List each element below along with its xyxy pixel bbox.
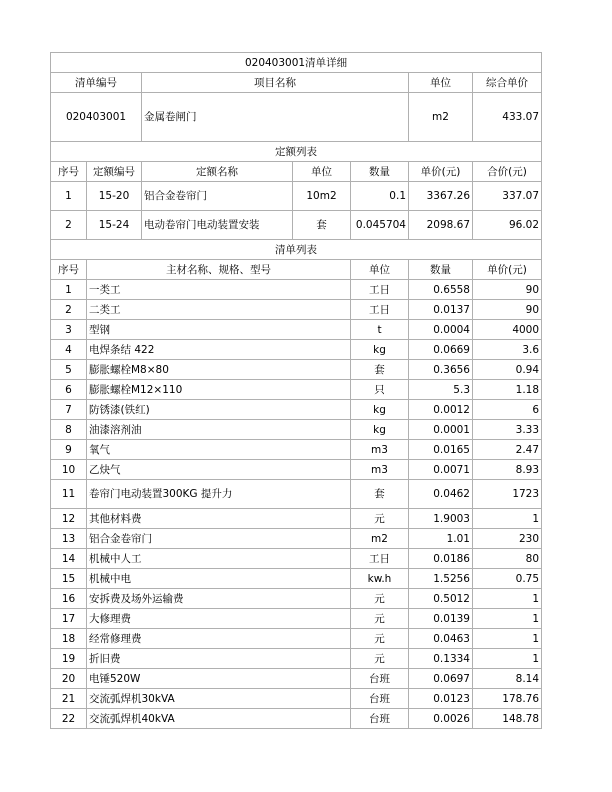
list-unit: kg bbox=[351, 400, 409, 420]
quota-total: 337.07 bbox=[473, 182, 542, 211]
list-qty: 0.6558 bbox=[409, 280, 473, 300]
list-price: 1 bbox=[473, 509, 542, 529]
list-name: 折旧费 bbox=[87, 649, 351, 669]
quota-qty: 0.1 bbox=[351, 182, 409, 211]
list-qty: 0.0012 bbox=[409, 400, 473, 420]
list-row bbox=[51, 549, 542, 569]
quota-unit: 套 bbox=[293, 211, 351, 240]
list-row bbox=[51, 649, 542, 669]
list-unit: kg bbox=[351, 340, 409, 360]
list-name: 电锤520W bbox=[87, 669, 351, 689]
list-unit: 元 bbox=[351, 609, 409, 629]
list-price: 8.14 bbox=[473, 669, 542, 689]
list-no: 17 bbox=[51, 609, 87, 629]
list-name: 一类工 bbox=[87, 280, 351, 300]
list-no: 10 bbox=[51, 460, 87, 480]
list-name: 型钢 bbox=[87, 320, 351, 340]
list-qty: 0.5012 bbox=[409, 589, 473, 609]
list-row bbox=[51, 609, 542, 629]
list-row bbox=[51, 400, 542, 420]
list-unit: kg bbox=[351, 420, 409, 440]
quota-name: 电动卷帘门电动装置安装 bbox=[142, 211, 293, 240]
list-no: 5 bbox=[51, 360, 87, 380]
list-no: 1 bbox=[51, 280, 87, 300]
list-no: 21 bbox=[51, 689, 87, 709]
list-name: 其他材料费 bbox=[87, 509, 351, 529]
list-no: 13 bbox=[51, 529, 87, 549]
list-price: 6 bbox=[473, 400, 542, 420]
list-row bbox=[51, 360, 542, 380]
quota-header-unit: 单位 bbox=[293, 162, 351, 182]
list-no: 8 bbox=[51, 420, 87, 440]
quota-total: 96.02 bbox=[473, 211, 542, 240]
quota-price: 3367.26 bbox=[409, 182, 473, 211]
list-row bbox=[51, 669, 542, 689]
list-qty: 0.0463 bbox=[409, 629, 473, 649]
list-row bbox=[51, 569, 542, 589]
list-name: 交流弧焊机40kVA bbox=[87, 709, 351, 729]
list-no: 2 bbox=[51, 300, 87, 320]
list-name: 安拆费及场外运输费 bbox=[87, 589, 351, 609]
list-row bbox=[51, 709, 542, 729]
list-unit: 套 bbox=[351, 360, 409, 380]
list-row bbox=[51, 589, 542, 609]
list-no: 11 bbox=[51, 480, 87, 509]
list-qty: 0.0165 bbox=[409, 440, 473, 460]
list-price: 3.6 bbox=[473, 340, 542, 360]
quota-row bbox=[51, 211, 542, 240]
list-no: 3 bbox=[51, 320, 87, 340]
list-row bbox=[51, 460, 542, 480]
list-no: 22 bbox=[51, 709, 87, 729]
list-row bbox=[51, 420, 542, 440]
list-row bbox=[51, 529, 542, 549]
list-row bbox=[51, 689, 542, 709]
quota-unit: 10m2 bbox=[293, 182, 351, 211]
list-name: 二类工 bbox=[87, 300, 351, 320]
list-price: 148.78 bbox=[473, 709, 542, 729]
item-code: 020403001 bbox=[51, 93, 142, 142]
list-unit: 只 bbox=[351, 380, 409, 400]
list-price: 230 bbox=[473, 529, 542, 549]
list-price: 8.93 bbox=[473, 460, 542, 480]
list-qty: 0.0004 bbox=[409, 320, 473, 340]
quota-header-code: 定额编号 bbox=[87, 162, 142, 182]
quota-qty: 0.045704 bbox=[351, 211, 409, 240]
price-header: 综合单价 bbox=[473, 73, 542, 93]
list-qty: 0.0071 bbox=[409, 460, 473, 480]
list-unit: m3 bbox=[351, 440, 409, 460]
list-qty: 0.0139 bbox=[409, 609, 473, 629]
list-no: 7 bbox=[51, 400, 87, 420]
list-unit: 工日 bbox=[351, 280, 409, 300]
list-no: 6 bbox=[51, 380, 87, 400]
list-unit: 元 bbox=[351, 589, 409, 609]
list-unit: kw.h bbox=[351, 569, 409, 589]
list-header-qty: 数量 bbox=[409, 260, 473, 280]
quota-no: 2 bbox=[51, 211, 87, 240]
quota-price: 2098.67 bbox=[409, 211, 473, 240]
quota-row bbox=[51, 182, 542, 211]
list-qty: 1.9003 bbox=[409, 509, 473, 529]
list-name: 经常修理费 bbox=[87, 629, 351, 649]
list-unit: 台班 bbox=[351, 689, 409, 709]
bill-detail-table bbox=[50, 52, 542, 729]
list-price: 90 bbox=[473, 300, 542, 320]
list-price: 80 bbox=[473, 549, 542, 569]
list-unit: t bbox=[351, 320, 409, 340]
list-price: 178.76 bbox=[473, 689, 542, 709]
list-qty: 0.1334 bbox=[409, 649, 473, 669]
list-name: 氧气 bbox=[87, 440, 351, 460]
quota-name: 铝合金卷帘门 bbox=[142, 182, 293, 211]
list-price: 1 bbox=[473, 589, 542, 609]
list-no: 20 bbox=[51, 669, 87, 689]
list-no: 15 bbox=[51, 569, 87, 589]
list-qty: 0.0001 bbox=[409, 420, 473, 440]
list-price: 0.75 bbox=[473, 569, 542, 589]
list-name: 卷帘门电动装置300KG 提升力 bbox=[87, 480, 351, 509]
table-title: 020403001清单详细 bbox=[51, 53, 542, 73]
list-unit: 台班 bbox=[351, 709, 409, 729]
list-unit: 元 bbox=[351, 649, 409, 669]
list-row bbox=[51, 340, 542, 360]
list-header-unit: 单位 bbox=[351, 260, 409, 280]
list-price: 90 bbox=[473, 280, 542, 300]
list-qty: 0.0462 bbox=[409, 480, 473, 509]
code-header: 清单编号 bbox=[51, 73, 142, 93]
list-name: 乙炔气 bbox=[87, 460, 351, 480]
list-unit: 元 bbox=[351, 629, 409, 649]
list-row bbox=[51, 509, 542, 529]
list-name: 防锈漆(铁红) bbox=[87, 400, 351, 420]
list-unit: 工日 bbox=[351, 549, 409, 569]
list-no: 9 bbox=[51, 440, 87, 460]
list-unit: 套 bbox=[351, 480, 409, 509]
list-qty: 1.5256 bbox=[409, 569, 473, 589]
quota-code: 15-24 bbox=[87, 211, 142, 240]
quota-header-total: 合价(元) bbox=[473, 162, 542, 182]
quota-header-price: 单价(元) bbox=[409, 162, 473, 182]
list-qty: 0.0123 bbox=[409, 689, 473, 709]
list-no: 16 bbox=[51, 589, 87, 609]
name-header: 项目名称 bbox=[142, 73, 409, 93]
list-name: 机械中人工 bbox=[87, 549, 351, 569]
quota-no: 1 bbox=[51, 182, 87, 211]
unit-header: 单位 bbox=[409, 73, 473, 93]
quota-header-no: 序号 bbox=[51, 162, 87, 182]
list-name: 膨胀螺栓M8×80 bbox=[87, 360, 351, 380]
item-name: 金属卷闸门 bbox=[142, 93, 409, 142]
list-header-price: 单价(元) bbox=[473, 260, 542, 280]
list-qty: 0.0026 bbox=[409, 709, 473, 729]
list-name: 膨胀螺栓M12×110 bbox=[87, 380, 351, 400]
list-unit: 元 bbox=[351, 509, 409, 529]
quota-header-qty: 数量 bbox=[351, 162, 409, 182]
list-section-title: 清单列表 bbox=[51, 240, 542, 260]
list-no: 18 bbox=[51, 629, 87, 649]
list-unit: m2 bbox=[351, 529, 409, 549]
list-row bbox=[51, 320, 542, 340]
list-price: 2.47 bbox=[473, 440, 542, 460]
list-price: 1 bbox=[473, 629, 542, 649]
list-price: 1.18 bbox=[473, 380, 542, 400]
list-row bbox=[51, 280, 542, 300]
item-price: 433.07 bbox=[473, 93, 542, 142]
list-qty: 1.01 bbox=[409, 529, 473, 549]
list-name: 大修理费 bbox=[87, 609, 351, 629]
list-name: 机械中电 bbox=[87, 569, 351, 589]
list-header-name: 主材名称、规格、型号 bbox=[87, 260, 351, 280]
list-header-no: 序号 bbox=[51, 260, 87, 280]
list-price: 1 bbox=[473, 609, 542, 629]
list-qty: 5.3 bbox=[409, 380, 473, 400]
list-price: 1723 bbox=[473, 480, 542, 509]
quota-code: 15-20 bbox=[87, 182, 142, 211]
list-row bbox=[51, 480, 542, 509]
list-qty: 0.0186 bbox=[409, 549, 473, 569]
list-no: 14 bbox=[51, 549, 87, 569]
list-price: 4000 bbox=[473, 320, 542, 340]
item-unit: m2 bbox=[409, 93, 473, 142]
list-no: 12 bbox=[51, 509, 87, 529]
list-name: 油漆溶剂油 bbox=[87, 420, 351, 440]
list-no: 4 bbox=[51, 340, 87, 360]
list-name: 交流弧焊机30kVA bbox=[87, 689, 351, 709]
list-price: 0.94 bbox=[473, 360, 542, 380]
list-row bbox=[51, 629, 542, 649]
list-unit: 台班 bbox=[351, 669, 409, 689]
list-price: 3.33 bbox=[473, 420, 542, 440]
list-row bbox=[51, 300, 542, 320]
list-unit: m3 bbox=[351, 460, 409, 480]
list-qty: 0.0137 bbox=[409, 300, 473, 320]
list-name: 电焊条结 422 bbox=[87, 340, 351, 360]
list-row bbox=[51, 440, 542, 460]
list-unit: 工日 bbox=[351, 300, 409, 320]
quota-header-name: 定额名称 bbox=[142, 162, 293, 182]
list-qty: 0.0697 bbox=[409, 669, 473, 689]
list-qty: 0.3656 bbox=[409, 360, 473, 380]
list-price: 1 bbox=[473, 649, 542, 669]
quota-section-title: 定额列表 bbox=[51, 142, 542, 162]
list-no: 19 bbox=[51, 649, 87, 669]
list-qty: 0.0669 bbox=[409, 340, 473, 360]
list-name: 铝合金卷帘门 bbox=[87, 529, 351, 549]
list-row bbox=[51, 380, 542, 400]
